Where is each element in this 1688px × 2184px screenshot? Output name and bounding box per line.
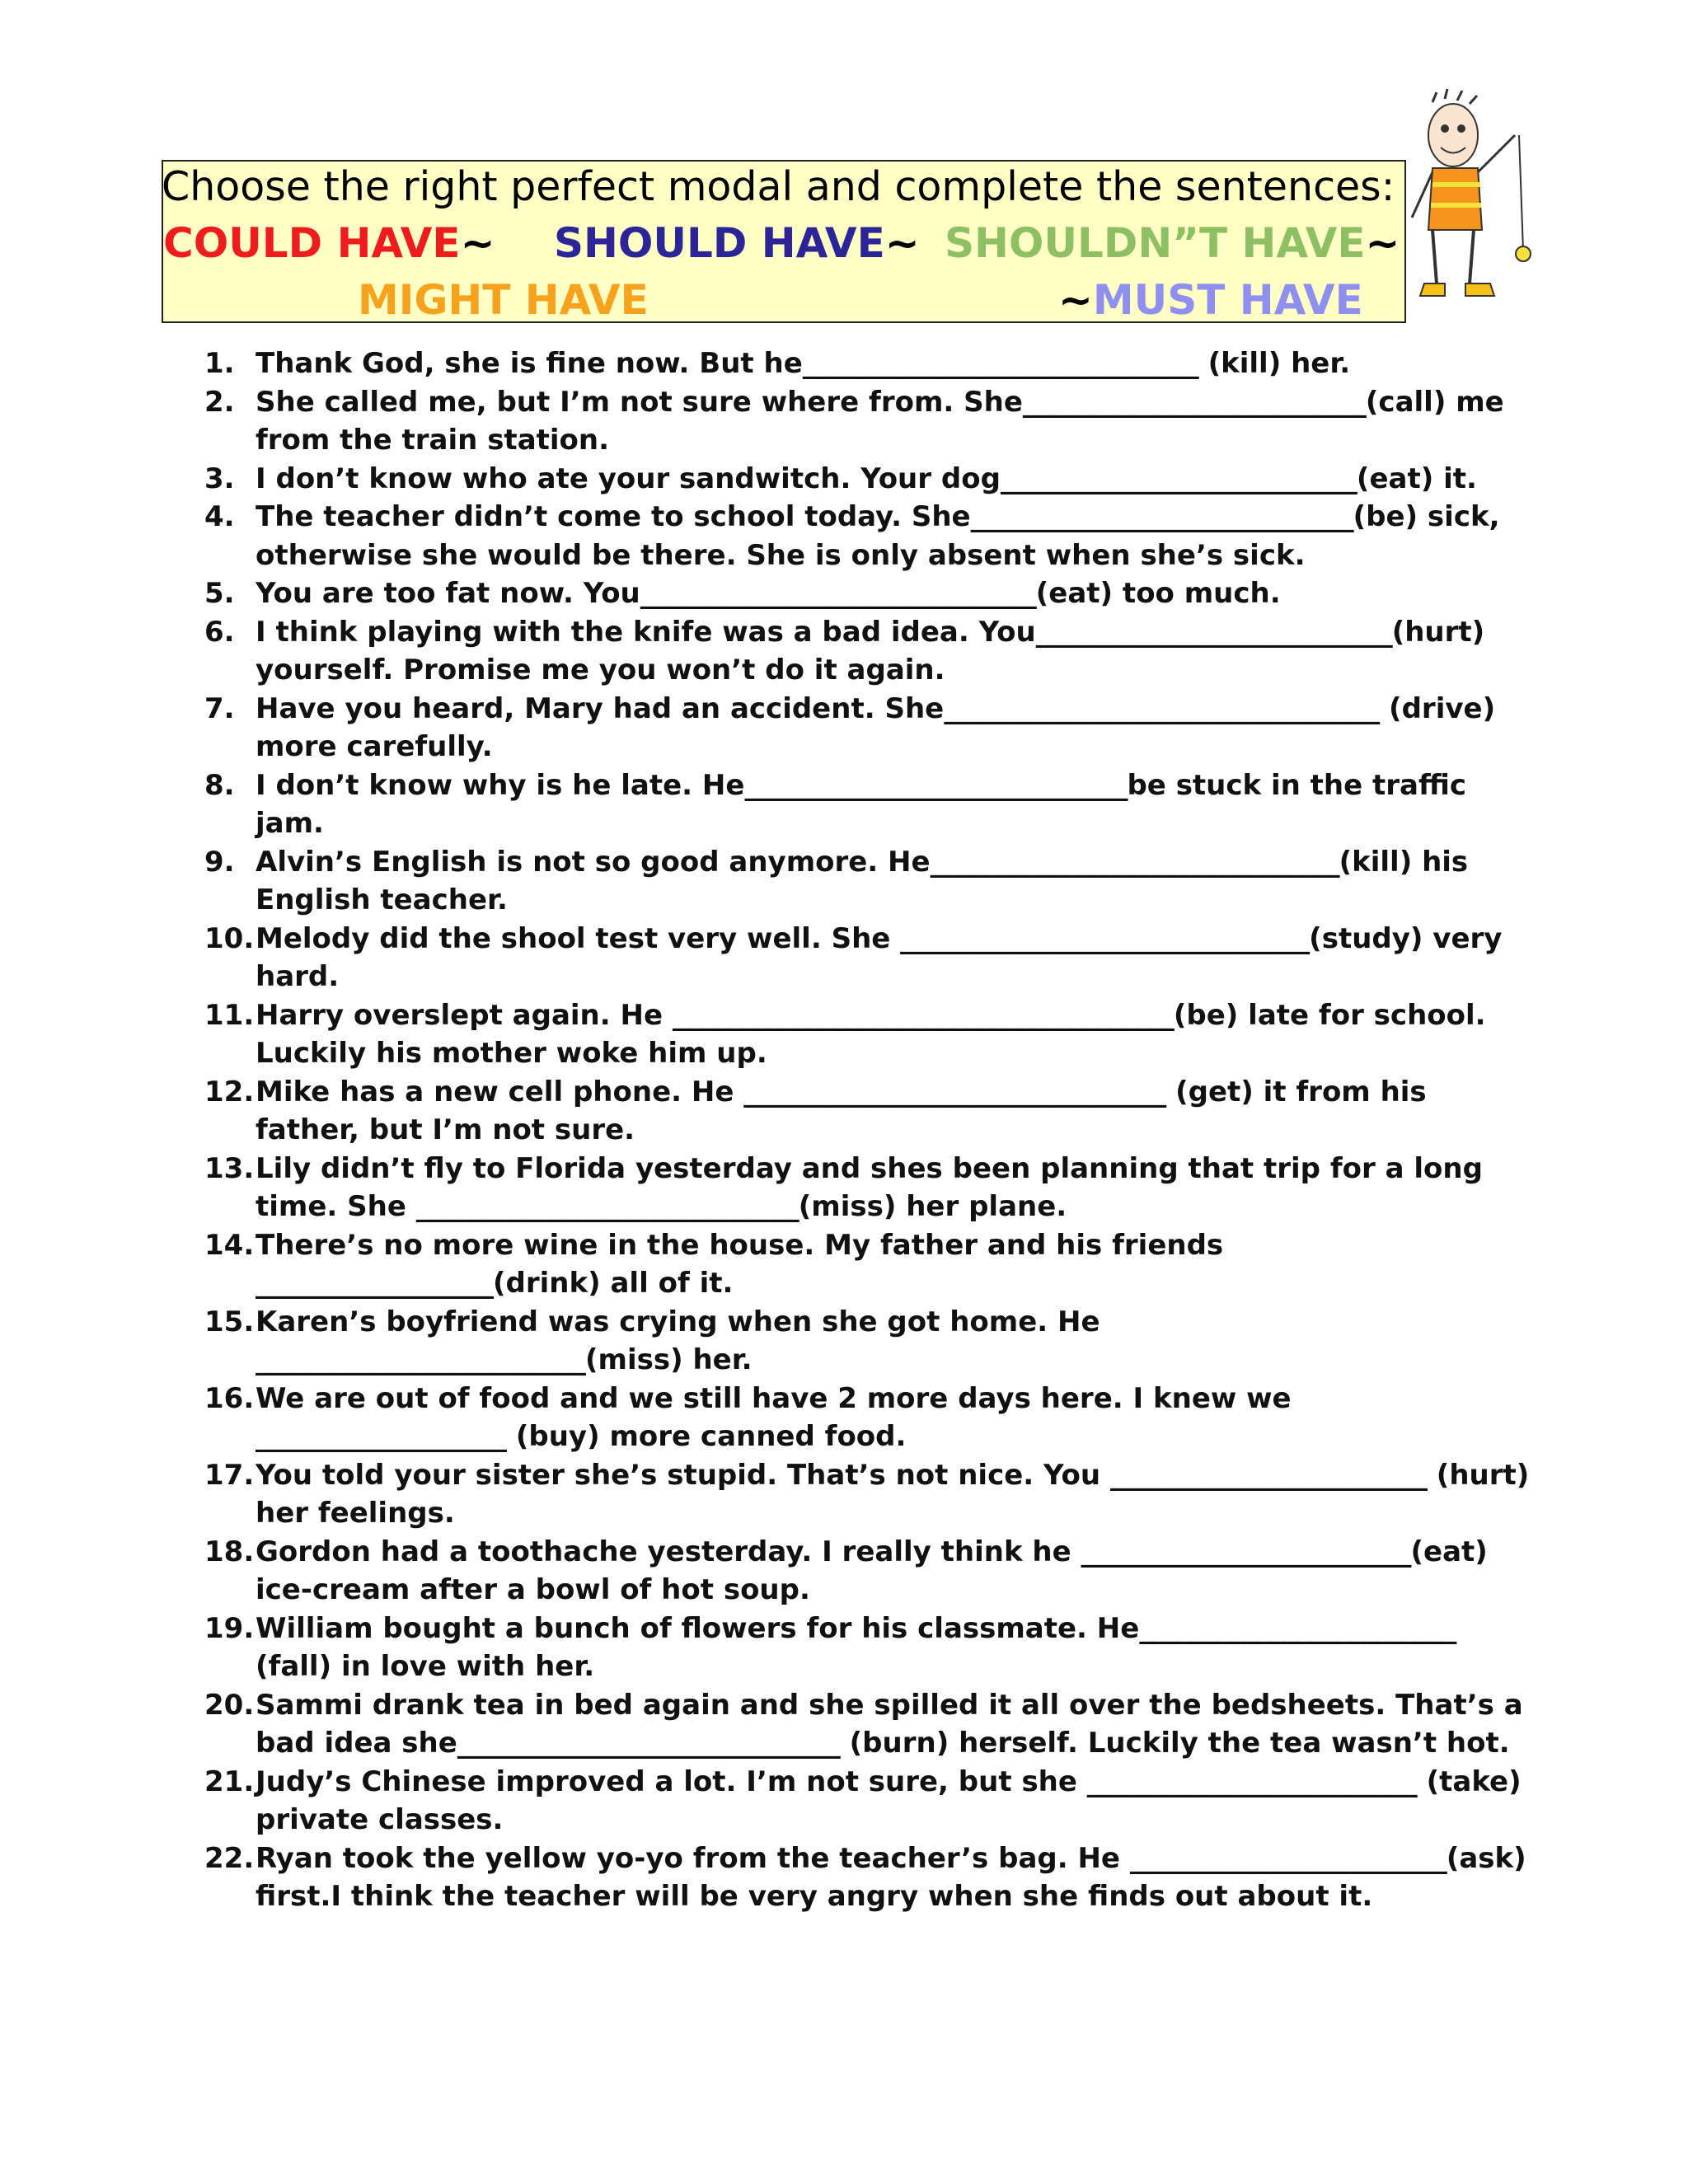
modal-should-have xyxy=(554,218,920,268)
answer-blank[interactable]: _______________________________ xyxy=(930,845,1339,879)
modal-must-have xyxy=(1058,275,1363,325)
modal-separator: ~ xyxy=(884,219,920,267)
modal-label: COULD HAVE xyxy=(163,219,461,267)
verb-hint: (drink) all of it. xyxy=(493,1267,734,1300)
sentence-text: Lily didn’t fly to Florida yesterday and shes been planning that trip for a long time. She xyxy=(256,1151,1483,1223)
modal-might-have xyxy=(358,275,649,325)
sentence-text: I think playing with the knife was a bad idea. You xyxy=(256,615,1036,649)
item-number: 5. xyxy=(204,577,235,610)
answer-blank[interactable]: ________________________ xyxy=(1109,1458,1427,1492)
sentence-text: Judy’s Chinese improved a lot. I’m not sure, but she xyxy=(256,1765,1087,1798)
verb-hint: (take) private classes. xyxy=(256,1765,1522,1836)
answer-blank[interactable]: _________________________ xyxy=(256,1343,585,1376)
answer-blank[interactable]: _________________________ xyxy=(1081,1535,1411,1568)
list-item xyxy=(155,920,1531,996)
list-item xyxy=(155,996,1531,1073)
sentence-text: Alvin’s English is not so good anymore. He xyxy=(256,845,931,879)
modal-label: SHOULDN”T HAVE xyxy=(945,219,1366,267)
boy-with-yoyo-illustration xyxy=(1400,86,1548,333)
item-number: 12. xyxy=(204,1075,255,1108)
list-item xyxy=(155,460,1531,499)
list-item xyxy=(155,1840,1531,1916)
answer-blank[interactable]: ________________________________ xyxy=(743,1075,1166,1108)
sentence-text: I don’t know why is he late. He xyxy=(256,768,745,802)
list-item xyxy=(155,1226,1531,1303)
answer-blank[interactable]: _____________________________ xyxy=(457,1727,840,1760)
sentence-text: Melody did the shool test very well. She xyxy=(256,921,901,955)
verb-hint: (study) very hard. xyxy=(256,921,1503,993)
list-item xyxy=(155,383,1531,460)
item-number: 3. xyxy=(204,462,235,495)
sentence-text: Ryan took the yellow yo-yo from the teacher’s bag. He xyxy=(256,1841,1130,1875)
answer-blank[interactable]: ______________________________ xyxy=(640,577,1036,610)
answer-blank[interactable]: _____________________________ xyxy=(970,500,1353,533)
sentence-text: The teacher didn’t come to school today. She xyxy=(256,500,971,533)
verb-hint: (buy) more canned food. xyxy=(506,1420,907,1453)
modal-separator: ~ xyxy=(1365,219,1400,267)
item-number: 17. xyxy=(204,1458,255,1492)
item-number: 13. xyxy=(204,1151,255,1185)
modal-separator: ~ xyxy=(1058,276,1093,324)
answer-blank[interactable]: ______________________________ xyxy=(802,347,1198,380)
sentence-text: Gordon had a toothache yesterday. I really think he xyxy=(256,1535,1081,1568)
list-item xyxy=(155,766,1531,843)
sentence-text: Harry overslept again. He xyxy=(256,998,673,1032)
verb-hint: (eat) ice-cream after a bowl of hot soup. xyxy=(256,1535,1488,1606)
item-number: 11. xyxy=(204,998,255,1032)
item-number: 22. xyxy=(204,1841,255,1875)
verb-hint: (hurt) her feelings. xyxy=(256,1458,1530,1530)
list-item xyxy=(155,1533,1531,1610)
answer-blank[interactable]: _________________________ xyxy=(1086,1765,1417,1798)
item-number: 8. xyxy=(204,768,235,802)
sentence-text: We are out of food and we still have 2 more days here. I knew we xyxy=(256,1381,1292,1415)
sentence-text: Have you heard, Mary had an accident. She xyxy=(256,691,945,725)
sentence-text: She called me, but I’m not sure where from. She xyxy=(256,385,1023,419)
item-number: 21. xyxy=(204,1765,255,1798)
sentence-text: Mike has a new cell phone. He xyxy=(256,1075,744,1108)
sentence-text: There’s no more wine in the house. My father and his friends xyxy=(256,1228,1224,1262)
list-item xyxy=(155,690,1531,766)
verb-hint: (eat) it. xyxy=(1356,462,1477,495)
modal-label: MUST HAVE xyxy=(1092,276,1363,324)
list-item xyxy=(155,498,1531,574)
verb-hint: (call) me from the train station. xyxy=(256,385,1504,457)
verb-hint: (miss) her. xyxy=(585,1343,753,1376)
verb-hint: (miss) her plane. xyxy=(798,1190,1067,1223)
list-item xyxy=(155,344,1531,383)
verb-hint: (be) late for school. Luckily his mother woke him up. xyxy=(256,998,1486,1070)
list-item xyxy=(155,843,1531,920)
sentence-text: You told your sister she’s stupid. That’s not nice. You xyxy=(256,1458,1110,1492)
item-number: 4. xyxy=(204,500,235,533)
answer-blank[interactable]: ________________________ xyxy=(1129,1841,1447,1875)
list-item xyxy=(155,1073,1531,1150)
list-item xyxy=(155,1763,1531,1840)
sentence-text: Thank God, she is fine now. But he xyxy=(256,347,803,380)
sentence-text: Sammi drank tea in bed again and she spilled it all over the bedsheets. That’s a bad idea she xyxy=(256,1688,1523,1760)
answer-blank[interactable]: ___________________________ xyxy=(1035,615,1392,649)
answer-blank[interactable]: __________________________ xyxy=(1022,385,1366,419)
verb-hint: (eat) too much. xyxy=(1035,577,1281,610)
item-number: 9. xyxy=(204,845,235,879)
modal-could-have xyxy=(163,218,495,268)
modal-label: MIGHT HAVE xyxy=(358,276,649,324)
verb-hint: (be) sick, otherwise she would be there. She is only absent when she’s sick. xyxy=(256,500,1500,572)
answer-blank[interactable]: _____________________________ xyxy=(744,768,1128,802)
item-number: 16. xyxy=(204,1381,255,1415)
sentence-text: I don’t know who ate your sandwitch. Your dog xyxy=(256,462,1001,495)
list-item xyxy=(155,1686,1531,1763)
item-number: 1. xyxy=(204,347,235,380)
sentence-text: Karen’s boyfriend was crying when she got home. He xyxy=(256,1305,1100,1338)
sentence-text: William bought a bunch of flowers for his classmate. He xyxy=(256,1611,1140,1645)
list-item xyxy=(155,1150,1531,1226)
verb-hint: (drive) more carefully. xyxy=(256,691,1496,763)
answer-blank[interactable]: ___________________________ xyxy=(1000,462,1357,495)
answer-blank[interactable]: ___________________ xyxy=(256,1420,506,1453)
answer-blank[interactable]: _________________________________ xyxy=(944,691,1380,725)
verb-hint: (kill) his English teacher. xyxy=(256,845,1469,916)
answer-blank[interactable]: __________________ xyxy=(256,1267,493,1300)
answer-blank[interactable]: ________________________ xyxy=(1139,1611,1456,1645)
verb-hint: (hurt) yourself. Promise me you won’t do it again. xyxy=(256,615,1485,687)
verb-hint: (get) it from his father, but I’m not sure. xyxy=(256,1075,1427,1146)
list-item xyxy=(155,613,1531,690)
modal-shouldnt-have xyxy=(945,218,1400,268)
answer-blank[interactable]: ______________________________________ xyxy=(672,998,1174,1032)
item-number: 14. xyxy=(204,1228,255,1262)
modal-label: SHOULD HAVE xyxy=(554,219,885,267)
worksheet-title: Choose the right perfect modal and complete the sentences: xyxy=(162,163,1395,210)
verb-hint: (kill) her. xyxy=(1198,347,1351,380)
verb-hint: (burn) herself. Luckily the tea wasn’t hot. xyxy=(839,1727,1510,1760)
item-number: 20. xyxy=(204,1688,255,1722)
modal-separator: ~ xyxy=(460,219,495,267)
item-number: 2. xyxy=(204,385,235,419)
verb-hint: be stuck in the traffic jam. xyxy=(256,768,1467,840)
item-number: 15. xyxy=(204,1305,255,1338)
list-item xyxy=(155,1380,1531,1456)
sentence-text: You are too fat now. You xyxy=(256,577,640,610)
answer-blank[interactable]: _____________________________ xyxy=(415,1190,799,1223)
list-item xyxy=(155,1456,1531,1533)
list-item xyxy=(155,574,1531,613)
verb-hint: (ask) first.I think the teacher will be very angry when she finds out about it. xyxy=(256,1841,1526,1913)
item-number: 18. xyxy=(204,1535,255,1568)
item-number: 19. xyxy=(204,1611,255,1645)
verb-hint: (fall) in love with her. xyxy=(256,1650,595,1683)
item-number: 10. xyxy=(204,921,255,955)
list-item xyxy=(155,1610,1531,1686)
list-item xyxy=(155,1303,1531,1380)
item-number: 6. xyxy=(204,615,235,649)
answer-blank[interactable]: _______________________________ xyxy=(900,921,1310,955)
exercise-list xyxy=(155,344,1531,1916)
item-number: 7. xyxy=(204,691,235,725)
